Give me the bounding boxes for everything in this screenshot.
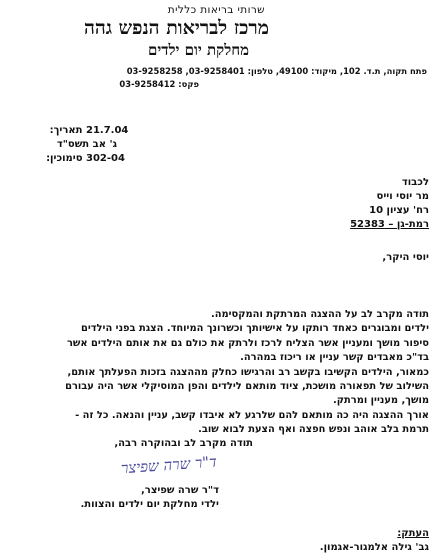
letterhead-title: מרכז לבריאות הנפש גהה [83,17,269,39]
signer-name: ד"ר שרה שפיצר, [141,485,219,496]
letterhead-address: פתח תקוה, ת.ד. 102, מיקוד: 49100, טלפון: 03-9258401, 03-9258258 [126,66,427,76]
greeting: יוסי היקר, [382,252,429,263]
recipient-name: מר יוסי וייס [376,191,429,202]
signer-title: ילדי מחלקת יום ילדים והצוות. [80,499,219,510]
body-line: תודה מקרב לב על ההצגה המרתקת והמקסימה. [210,309,429,320]
letterhead-department: מחלקת יום ילדים [148,41,249,59]
date-label: תאריך: [49,125,83,136]
letter-body [4,308,429,438]
ref-row [43,153,132,164]
body-line: בד"כ מאבדים קשר עניין או ריכוז במהרה. [240,352,429,364]
body-line: אורך ההצגה היה כה מותאם להם שלרגע לא איבדו קשב, עניין והנאה. כל זה - [75,409,429,421]
body-line: כמאור, הילדים הקשיבו בקשב רב והרגישו כחלק מההצגה בזכות הפעלתך אותם, [67,366,429,378]
cc-label: העתק: [397,528,429,539]
ref-label: סימוכין: [46,153,83,164]
date-value: 21.7.04 [86,125,129,136]
body-line: סיפור מושך ומעניין אשר הצליח לרכז ולרתק את כולם גם את אותם הילדים אשר [66,337,429,349]
recipient-street: רח' עציון 10 [369,205,429,216]
ref-value: 302-04 [86,153,125,164]
body-line: תרמת בלב אוהב ונפש חפצה ואף הצעת לבוא שוב. [198,424,429,436]
hebrew-date: ג' אב תשס"ד [56,139,117,150]
letterhead-org: שרותי בריאות כללית [167,4,265,16]
body-line: מושך, מעניין ומרתק. [332,395,429,407]
closing-line: תודה מקרב לב ובהוקרה רבה, [114,438,253,449]
body-line: השילוב של תפאורה מושכת, ציוד מותאם לילדים והפן המוסיקלי אשר היה עבורם [65,381,429,393]
recipient-salutation: לכבוד [401,177,429,188]
date-row [43,125,132,136]
body-line: ילדים ומבוגרים כאחד רותקו על אישיותך וכשרונך המיוחד. הצגת בפני הילדים [80,323,429,335]
cc-name: גב' גילה אלמגור-אגמון. [319,542,429,553]
letterhead-fax: פקס: 03-9258412 [119,79,199,89]
recipient-city: רמת-גן – 52383 [350,219,429,230]
handwritten-signature: ד"ר שרה שפיצר [120,452,218,478]
